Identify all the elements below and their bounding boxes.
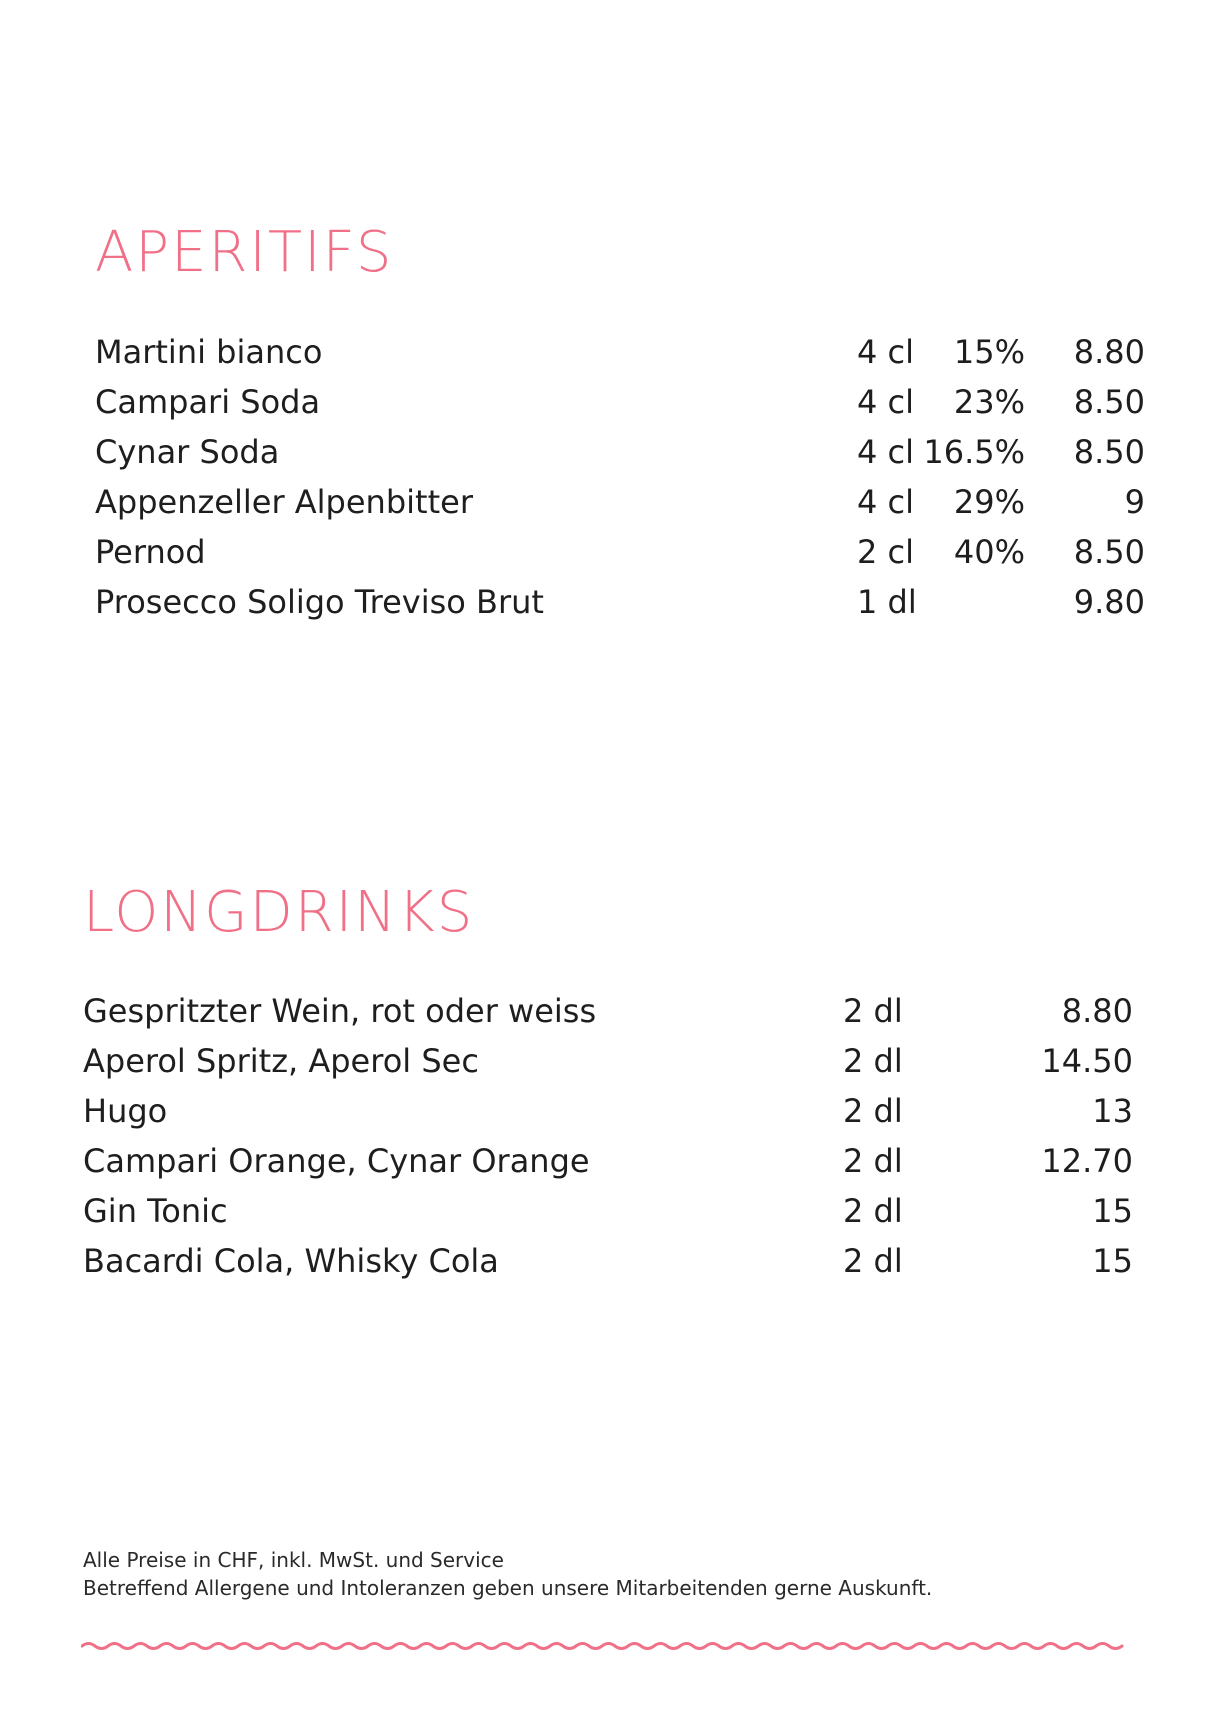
- item-price: 14.50: [1041, 1042, 1133, 1080]
- section-title-aperitifs: APERITIFS: [95, 220, 394, 285]
- item-price: 8.50: [1073, 533, 1145, 571]
- item-name: Aperol Spritz, Aperol Sec: [83, 1042, 479, 1080]
- item-volume: 2 cl: [857, 533, 915, 571]
- item-name: Cynar Soda: [95, 433, 280, 471]
- item-name: Bacardi Cola, Whisky Cola: [83, 1242, 499, 1280]
- footer-note: [83, 1546, 932, 1602]
- item-price: 12.70: [1041, 1142, 1133, 1180]
- item-name: Pernod: [95, 533, 206, 571]
- item-alcohol: 23%: [953, 383, 1025, 421]
- item-price: 8.80: [1061, 992, 1133, 1030]
- list-item: [95, 377, 1145, 427]
- item-name: Campari Orange, Cynar Orange: [83, 1142, 590, 1180]
- item-alcohol: 16.5%: [923, 433, 1025, 471]
- item-price: 8.80: [1073, 333, 1145, 371]
- item-name: Hugo: [83, 1092, 168, 1130]
- item-volume: 2 dl: [843, 1092, 903, 1130]
- item-name: Martini bianco: [95, 333, 323, 371]
- item-name: Campari Soda: [95, 383, 321, 421]
- list-item: [83, 1036, 1133, 1086]
- item-volume: 1 dl: [857, 583, 917, 621]
- list-item: [95, 477, 1145, 527]
- item-alcohol: 29%: [953, 483, 1025, 521]
- item-price: 9: [1124, 483, 1145, 521]
- item-price: 9.80: [1073, 583, 1145, 621]
- list-item: [95, 527, 1145, 577]
- list-item: [95, 327, 1145, 377]
- item-price: 15: [1092, 1192, 1133, 1230]
- list-item: [95, 427, 1145, 477]
- list-item: [83, 1236, 1133, 1286]
- item-alcohol: 40%: [953, 533, 1025, 571]
- item-volume: 4 cl: [857, 383, 915, 421]
- item-name: Prosecco Soligo Treviso Brut: [95, 583, 544, 621]
- list-item: [83, 1086, 1133, 1136]
- list-item: [83, 986, 1133, 1036]
- item-name: Gin Tonic: [83, 1192, 228, 1230]
- longdrinks-list: [83, 986, 1133, 1286]
- item-volume: 2 dl: [843, 1042, 903, 1080]
- item-name: Gespritzter Wein, rot oder weiss: [83, 992, 597, 1030]
- item-volume: 4 cl: [857, 333, 915, 371]
- item-price: 13: [1092, 1092, 1133, 1130]
- section-title-longdrinks: LONGDRINKS: [83, 880, 475, 945]
- item-name: Appenzeller Alpenbitter: [95, 483, 473, 521]
- item-volume: 4 cl: [857, 433, 915, 471]
- list-item: [95, 577, 1145, 627]
- item-volume: 4 cl: [857, 483, 915, 521]
- item-volume: 2 dl: [843, 1142, 903, 1180]
- item-volume: 2 dl: [843, 1192, 903, 1230]
- item-volume: 2 dl: [843, 992, 903, 1030]
- item-alcohol: 15%: [953, 333, 1025, 371]
- item-volume: 2 dl: [843, 1242, 903, 1280]
- footer-line-prices: Alle Preise in CHF, inkl. MwSt. und Service: [83, 1548, 504, 1572]
- item-price: 15: [1092, 1242, 1133, 1280]
- list-item: [83, 1186, 1133, 1236]
- item-price: 8.50: [1073, 433, 1145, 471]
- footer-line-allergens: Betreffend Allergene und Intoleranzen geben unsere Mitarbeitenden gerne Auskunft.: [83, 1576, 933, 1600]
- list-item: [83, 1136, 1133, 1186]
- aperitifs-list: [95, 327, 1145, 627]
- wave-divider-icon: [81, 1636, 1141, 1656]
- item-price: 8.50: [1073, 383, 1145, 421]
